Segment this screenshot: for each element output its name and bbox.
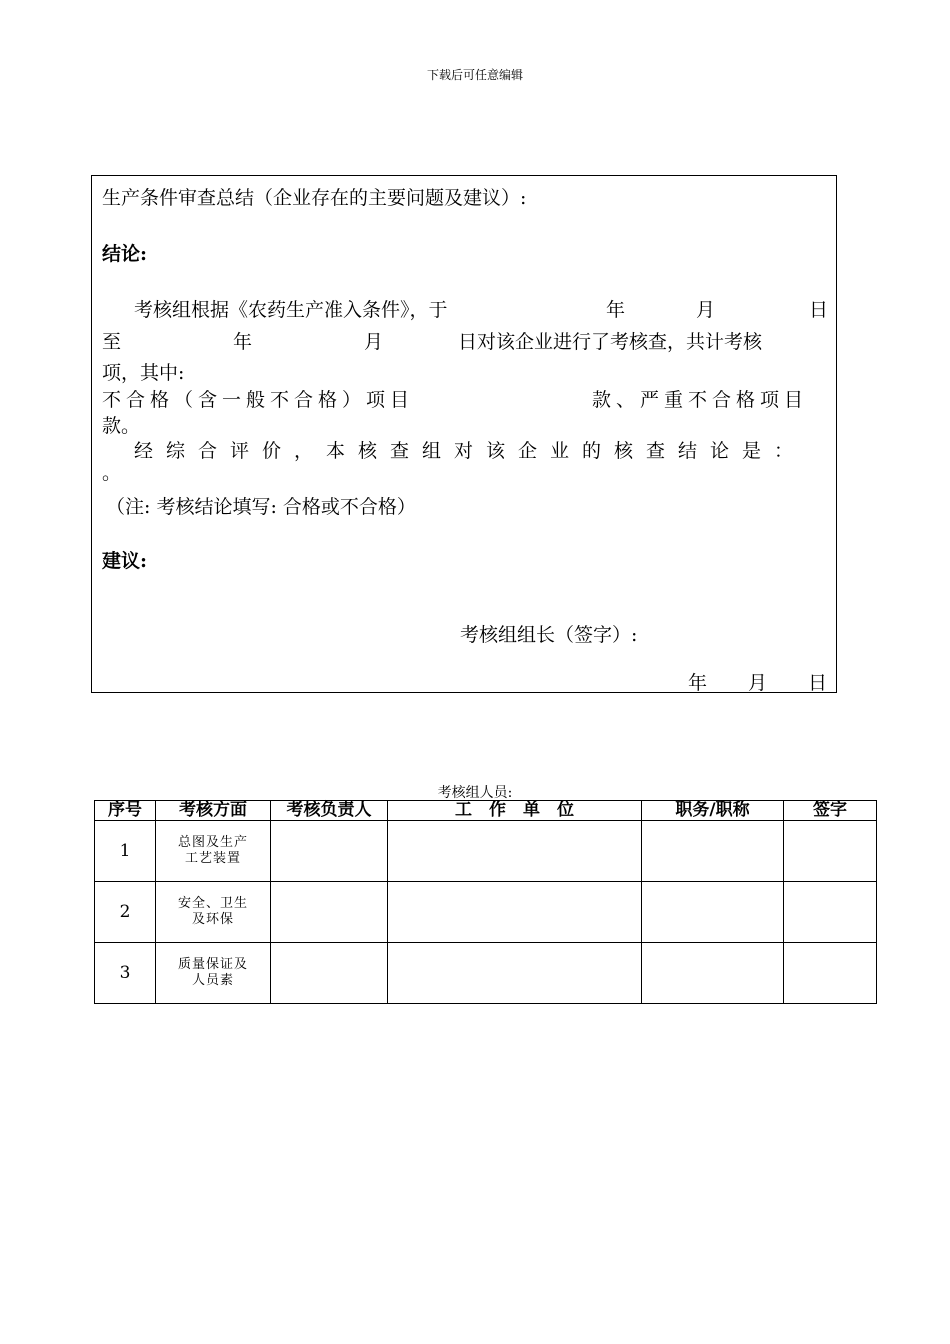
kuan-end: 款。 (102, 415, 141, 437)
para1-year: 年 (606, 299, 626, 321)
items-line: 项，其中: (102, 362, 185, 384)
fail-items: 不合格（含一般不合格）项目 (102, 389, 415, 411)
para1-to-year: 年 (233, 331, 253, 353)
header-note: 下载后可任意编辑 (426, 68, 523, 82)
header-lead: 考核负责人 (271, 801, 388, 821)
row-work-unit-cell[interactable] (388, 882, 642, 943)
para1-day: 日 (809, 299, 829, 321)
header-aspect: 考核方面 (156, 801, 271, 821)
members-table (94, 800, 877, 1004)
table-row (95, 882, 877, 943)
row-lead-cell[interactable] (271, 821, 388, 882)
para1-intro: 考核组根据《农药生产准入条件》，于 (134, 299, 448, 321)
aspect-line: 及环保 (191, 912, 234, 927)
aspect-line: 工艺装置 (184, 851, 241, 866)
note: （注: 考核结论填写: 合格或不合格） (106, 496, 416, 518)
table-header-row (95, 801, 877, 821)
para1-month: 月 (696, 299, 716, 321)
row-signature-cell[interactable] (784, 821, 877, 882)
signature-label: 考核组组长（签字）: (460, 624, 638, 646)
row-signature-cell[interactable] (784, 882, 877, 943)
para1-to: 至 (102, 331, 122, 353)
aspect-line: 人员素 (191, 973, 234, 988)
row-aspect (156, 821, 271, 882)
members-caption: 考核组人员: (437, 785, 513, 801)
row-aspect (156, 882, 271, 943)
aspect-line: 质量保证及 (177, 957, 248, 972)
row-number: 2 (95, 882, 156, 943)
row-work-unit-cell[interactable] (388, 943, 642, 1004)
row-lead-cell[interactable] (271, 943, 388, 1004)
row-aspect (156, 943, 271, 1004)
para1-end: 日对该企业进行了考核查，共计考核 (458, 331, 763, 353)
suggestion-label: 建议: (102, 550, 148, 572)
conclusion-label: 结论: (102, 243, 148, 265)
para1-to-month: 月 (364, 331, 384, 353)
row-lead-cell[interactable] (271, 882, 388, 943)
header-position: 职务/职称 (642, 801, 784, 821)
row-number: 1 (95, 821, 156, 882)
row-number: 3 (95, 943, 156, 1004)
table-row (95, 821, 877, 882)
summary-heading: 生产条件审查总结（企业存在的主要问题及建议）: (102, 187, 527, 209)
row-position-cell[interactable] (642, 821, 784, 882)
aspect-line: 总图及生产 (177, 835, 248, 850)
summary-box (91, 175, 837, 693)
row-position-cell[interactable] (642, 943, 784, 1004)
header-seq: 序号 (95, 801, 156, 821)
serious-items: 款、严重不合格项目 (592, 389, 809, 411)
evaluation-line: 经综合评价，本核查组对该企业的核查结论是： (134, 440, 807, 462)
table-row (95, 943, 877, 1004)
date-month: 月 (748, 672, 768, 694)
date-year: 年 (688, 672, 708, 694)
row-work-unit-cell[interactable] (388, 821, 642, 882)
evaluation-period: 。 (102, 462, 122, 484)
header-signature: 签字 (784, 801, 877, 821)
date-day: 日 (808, 672, 828, 694)
row-signature-cell[interactable] (784, 943, 877, 1004)
header-work-unit: 工 作 单 位 (388, 801, 642, 821)
aspect-line: 安全、卫生 (177, 896, 248, 911)
row-position-cell[interactable] (642, 882, 784, 943)
